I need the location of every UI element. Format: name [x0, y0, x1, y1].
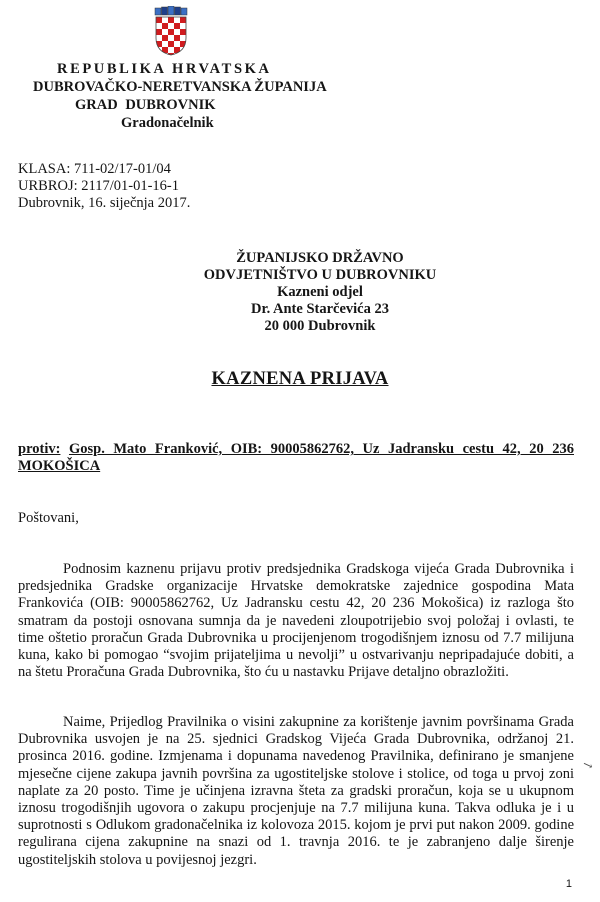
recipient-line-2: ODVJETNIŠTVO U DUBROVNIKU — [203, 267, 437, 283]
header-city: GRAD DUBROVNIK — [75, 97, 216, 113]
document-title: KAZNENA PRIJAVA — [211, 369, 389, 389]
against-line — [18, 441, 574, 475]
page-number: 1 — [565, 878, 572, 890]
croatian-coat-of-arms-icon — [152, 6, 190, 56]
urbroj: URBROJ: 2117/01-01-16-1 — [18, 178, 179, 194]
place-date: Dubrovnik, 16. siječnja 2017. — [18, 195, 191, 211]
recipient-line-1: ŽUPANIJSKO DRŽAVNO — [236, 250, 404, 266]
header-mayor: Gradonačelnik — [121, 115, 214, 131]
recipient-line-3: Kazneni odjel — [277, 284, 363, 300]
recipient-line-5: 20 000 Dubrovnik — [264, 318, 376, 334]
paragraph-2: Naime, Prijedlog Pravilnika o visini zakupnine za korištenje javnim površinama Grada Dubrovnika usvojen je na 25. sjednici Gradskog Vijeća Grada Dubrovnika, održanoj 21. prosinca 2016. godine. Izmjenama i dopunama navedenog Pravilnika, definirano je smanjene mjesečne cijene zakupa javnih površina za ugostiteljske stolove i stolice, od toga u prvoj zoni naplate za 20 posto. Time je učinjena izravna šteta za gradski proračun, koja se u ukupnom iznosu trogodišnjih ugovora o zakupu procjenjuje na 7.7 milijuna kuna. Takva odluka je i u suprotnosti s Odlukom gradonačelnika iz kolovoza 2015. kojom je prvi put nakon 2009. godine regulirana cijena zakupnine na snazi od 1. travnja 2016. te je zabranjeno dalje širenje ugostiteljskih stolova u povijesnoj jezgri. — [18, 714, 574, 868]
paragraph-1: Podnosim kaznenu prijavu protiv predsjednika Gradskoga vijeća Grada Dubrovnika i predsjednika Gradske organizacije Hrvatske demokratske zajednice gospodina Mata Frankovića (OIB: 90005862762, Uz Jadransku cestu 42, 20 236 Mokošica) iz razloga što smatram da postoji osnovana sumnja da je navedeni zloupotrijebio svoj položaj i ovlasti, te time oštetio proračun Grada Dubrovnika u procijenjenom trogodišnjem iznosu od 7.7 milijuna kuna, kako bi pomogao “svojim prijateljima u nevolji” u ostvarivanju nepripadajuće dobiti, a na štetu Proračuna Grada Dubrovnika, što ću u nastavku Prijave detaljno obrazložiti. — [18, 561, 574, 681]
recipient-line-4: Dr. Ante Starčevića 23 — [251, 301, 389, 317]
greeting: Poštovani, — [18, 510, 79, 526]
header-county: DUBROVAČKO-NERETVANSKA ŽUPANIJA — [33, 79, 327, 95]
klasa: KLASA: 711-02/17-01/04 — [18, 161, 171, 177]
margin-mark-icon: ↘ — [580, 756, 595, 774]
header-republic: REPUBLIKA HRVATSKA — [57, 61, 272, 77]
against-label: protiv: — [18, 441, 61, 457]
against-value: Gosp. Mato Franković, OIB: 90005862762, Uz Jadransku cestu 42, 20 236 MOKOŠICA — [18, 441, 574, 474]
